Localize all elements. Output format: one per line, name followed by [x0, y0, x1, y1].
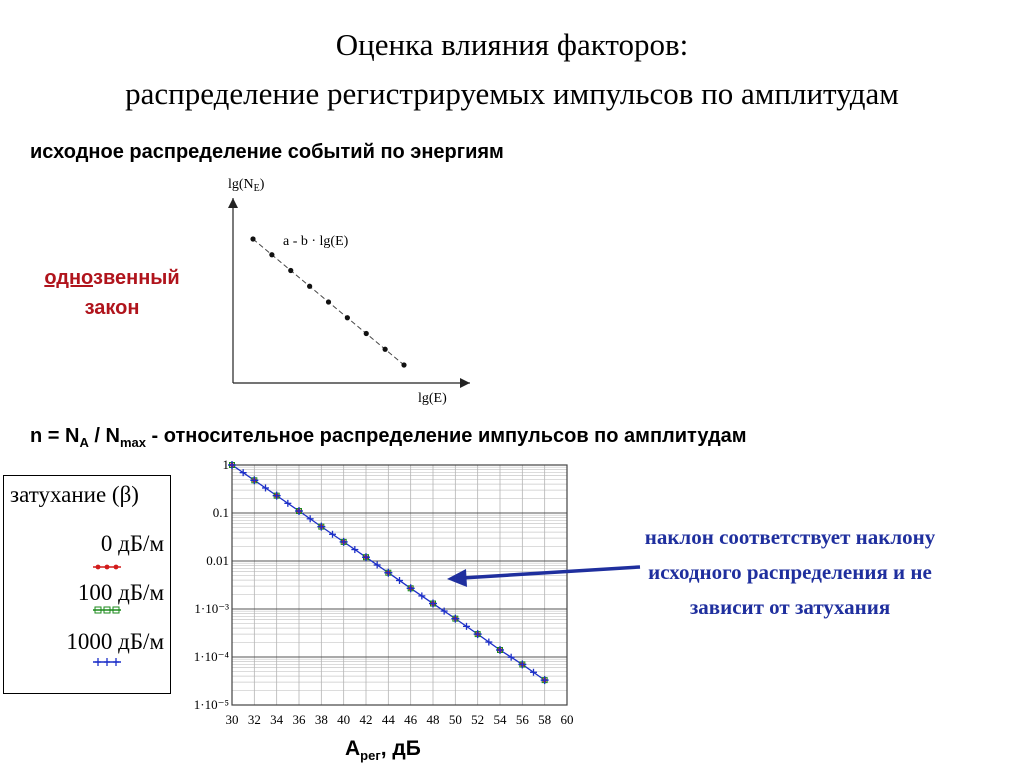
energy-y-label-close: )	[259, 177, 265, 192]
energy-point-5	[345, 315, 350, 320]
x-unit-rest: , дБ	[380, 737, 421, 760]
legend-marker-circle	[105, 565, 110, 570]
relation-n: n = N	[30, 425, 80, 447]
x-tick-label: 44	[381, 712, 395, 727]
x-tick-label: 54	[493, 712, 507, 727]
energy-chart	[228, 177, 470, 406]
x-tick-label: 52	[471, 712, 485, 727]
energy-point-3	[307, 284, 312, 289]
law-suffix: звенный	[93, 267, 180, 289]
legend-marker-circle	[96, 565, 101, 570]
slide-title-line2: распределение регистрируемых импульсов по амплитудам	[125, 76, 899, 111]
x-tick-label: 58	[538, 712, 552, 727]
energy-y-label-sub: E	[253, 183, 260, 194]
relation-mid: / N	[88, 425, 120, 447]
x-tick-label: 34	[270, 712, 284, 727]
legend-item-0: 0 дБ/м	[100, 531, 164, 556]
x-tick-label: 38	[314, 712, 328, 727]
amplitude-chart	[194, 457, 574, 727]
x-unit-sub: рег	[360, 748, 381, 764]
x-tick-label: 48	[426, 712, 440, 727]
legend-item-1000: 1000 дБ/м	[66, 629, 164, 654]
energy-point-8	[401, 362, 406, 367]
y-tick-label: 0.1	[212, 505, 229, 520]
legend-item-100: 100 дБ/м	[77, 580, 164, 605]
energy-y-label: $\lg(N_E)$	[228, 177, 265, 194]
legend-marker-circle	[114, 565, 119, 570]
slope-annotation: наклон соответствует наклону исходного распределения и не зависит от затухания	[644, 525, 936, 619]
energy-point-2	[288, 268, 293, 273]
energy-fit-label: a - b · lg(E)	[283, 234, 349, 249]
x-tick-label: 50	[448, 712, 462, 727]
relation-rest: - относительное распределение импульсов по амплитудам	[146, 425, 747, 447]
energy-y-arrow	[228, 198, 238, 208]
energy-x-label: lg(E)	[418, 391, 447, 406]
energy-point-0	[250, 236, 255, 241]
energy-x-arrow	[460, 378, 470, 388]
x-tick-label: 56	[515, 712, 529, 727]
energy-point-1	[269, 252, 274, 257]
x-tick-label: 32	[247, 712, 261, 727]
relation-max-sub: max	[119, 435, 146, 450]
energy-point-4	[326, 299, 331, 304]
y-tick-label: 1·10⁻³	[194, 601, 229, 616]
x-tick-label: 30	[225, 712, 239, 727]
x-tick-label: 40	[337, 712, 351, 727]
y-tick-label: 1·10⁻⁴	[193, 649, 229, 664]
energy-point-7	[383, 347, 388, 352]
y-tick-label: 1	[222, 457, 229, 472]
x-tick-label: 36	[292, 712, 306, 727]
energy-point-6	[364, 331, 369, 336]
y-tick-label: 0.01	[206, 553, 229, 568]
x-tick-label: 42	[359, 712, 373, 727]
x-tick-label: 60	[560, 712, 574, 727]
energy-distribution-caption: исходное распределение событий по энергиям	[30, 141, 504, 163]
x-tick-label: 46	[404, 712, 418, 727]
legend-title: затухание (β)	[10, 482, 139, 507]
law-prefix: одно	[44, 267, 94, 289]
y-tick-label: 1·10⁻⁵	[193, 697, 229, 712]
legend-markers	[93, 565, 121, 666]
law-line2: закон	[84, 297, 140, 319]
slide-title-line1: Оценка влияния факторов:	[335, 27, 689, 62]
amplitude-plot-area	[232, 465, 567, 705]
relation-a-sub: A	[79, 435, 89, 450]
x-unit-main: A	[345, 737, 361, 760]
